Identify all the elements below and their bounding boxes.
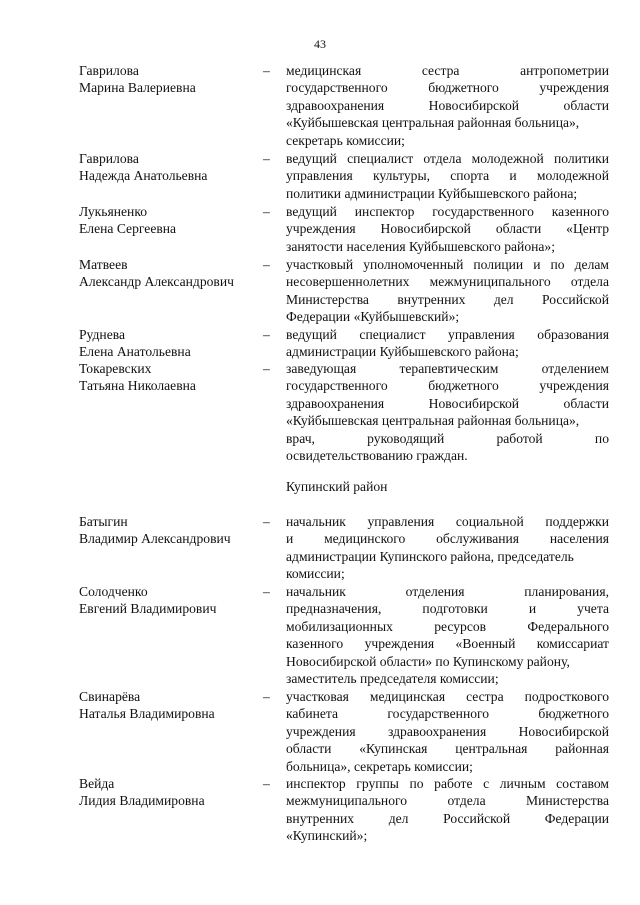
member-description: ведущий специалист отдела молодежной политики управления культуры, спорта и молодежной политики администрации Куйбышевского района; — [286, 151, 609, 201]
member-description: участковая медицинская сестра подросткового кабинета государственного бюджетного учреждения здравоохранения Новосибирской области «Купинская центральная районная больница», секретарь комиссии; — [286, 689, 609, 774]
member-name: Матвеев Александр Александрович — [79, 257, 234, 290]
dash: – — [263, 257, 270, 272]
member-name: Руднева Елена Анатольевна — [79, 327, 191, 360]
page-number: 43 — [314, 37, 326, 51]
member-name: Гаврилова Марина Валериевна — [79, 63, 196, 96]
dash: – — [263, 327, 270, 342]
dash: – — [263, 151, 270, 166]
dash: – — [263, 689, 270, 704]
member-description: медицинская сестра антропометрии государственного бюджетного учреждения здравоохранения Новосибирской области «Куйбышевская центральная районная больница», секретарь комиссии; — [286, 63, 609, 148]
member-name: Гаврилова Надежда Анатольевна — [79, 151, 208, 184]
member-name: Вейда Лидия Владимировна — [79, 776, 205, 809]
section-heading: Купинский район — [286, 479, 388, 494]
member-description: ведущий специалист управления образования администрации Куйбышевского района; — [286, 327, 609, 360]
dash: – — [263, 63, 270, 78]
member-description: ведущий инспектор государственного казенного учреждения Новосибирской области «Центр занятости населения Куйбышевского района»; — [286, 204, 609, 254]
dash: – — [263, 584, 270, 599]
dash: – — [263, 361, 270, 376]
dash: – — [263, 204, 270, 219]
member-name: Лукьяненко Елена Сергеевна — [79, 204, 177, 237]
member-name: Токаревских Татьяна Николаевна — [79, 361, 196, 394]
member-description: начальник отделения планирования, предназначения, подготовки и учета мобилизационных ресурсов Федерального казенного учреждения «Военный комиссариат Новосибирской области» по Купинскому району, заместитель председателя комиссии; — [286, 584, 609, 687]
member-name: Солодченко Евгений Владимирович — [79, 584, 217, 617]
dash: – — [263, 514, 270, 529]
member-name: Свинарёва Наталья Владимировна — [79, 689, 215, 722]
member-description: участковый уполномоченный полиции и по делам несовершеннолетних межмуниципального отдела Министерства внутренних дел Российской Федерации «Куйбышевский»; — [286, 257, 609, 325]
dash: – — [263, 776, 270, 791]
member-description: инспектор группы по работе с личным составом межмуниципального отдела Министерства внутренних дел Российской Федерации «Купинский»; — [286, 776, 609, 844]
member-description: начальник управления социальной поддержки и медицинского обслуживания населения администрации Купинского района, председатель комиссии; — [286, 514, 609, 582]
member-description: заведующая терапевтическим отделением государственного бюджетного учреждения здравоохранения Новосибирской области «Куйбышевская центральная районная больница», врач, руководящий работой по освидетельствованию граждан. — [286, 361, 609, 464]
member-name: Батыгин Владимир Александрович — [79, 514, 231, 547]
